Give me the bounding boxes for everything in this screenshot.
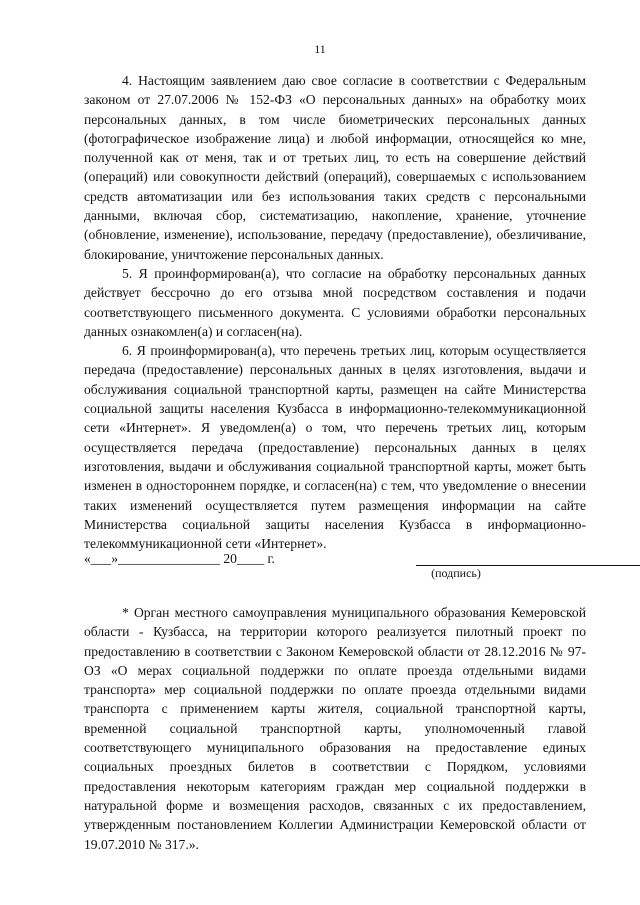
footnote — [84, 603, 586, 854]
paragraph-4-consent: 4. Настоящим заявлением даю свое согласие в соответствии с Федеральным законом от 27.07.2006 № 152-ФЗ «О персональных данных» на обработку моих персональных данных, в том числе биометрических персональных данных (фотографическое изображение лица) и любой информации, относящейся ко мне, полученной как от меня, так и от третьих лиц, то есть на совершение действий (операций) или совокупности действий (операций), совершаемых с использованием средств автоматизации или без использования таких средств с персональными данными, включая сбор, систематизацию, накопление, хранение, уточнение (обновление, изменение), использование, передачу (предоставление), обезличивание, блокирование, уничтожение персональных данных. — [84, 73, 586, 262]
signature-caption: (подпись) — [431, 566, 481, 580]
page-number: 11 — [314, 42, 326, 56]
consent-body — [84, 71, 586, 553]
paragraph-5-validity: 5. Я проинформирован(а), что согласие на обработку персональных данных действует бессрочно до его отзыва мной посредством составления и подачи соответствующего письменного документа. С условиями обработки персональных данных ознакомлен(а) и согласен(на). — [84, 265, 586, 339]
paragraph-6-third-parties: 6. Я проинформирован(а), что перечень третьих лиц, которым осуществляется передача (предоставление) персональных данных в целях изготовления, выдачи и обслуживания социальной транспортной карты, размещен на сайте Министерства социальной защиты населения Кузбасса в информационно-телекоммуникационной сети «Интернет». Я уведомлен(а) о том, что перечень третьих лиц, которым осуществляется передача (предоставление) персональных данных в целях изготовления, выдачи и обслуживания социальной транспортной карты, может быть изменен в одностороннем порядке, и согласен(на) с тем, что уведомление о внесении таких изменений осуществляется путем размещения информации на сайте Министерства социальной защиты населения Кузбасса в информационно-телекоммуникационной сети «Интернет». — [84, 343, 586, 552]
date-blank: «___»_______________ 20____ г. — [84, 551, 275, 566]
footnote-text: * Орган местного самоуправления муниципального образования Кемеровской области - Кузбасса, на территории которого реализуется пилотный проект по предоставлению в соответствии с Законом Кемеровской области от 28.12.2016 № 97-ОЗ «О мерах социальной поддержки по оплате проезда отдельными видами транспорта» мер социальной поддержки по оплате проезда отдельными видами транспорта с применением карты жителя, социальной транспортной карты, временной социальной транспортной карты, уполномоченный главой соответствующего муниципального образования на предоставление единых социальных проездных билетов в соответствии с Порядком, условиями предоставления некоторым категориям граждан мер социальной поддержки в натуральной форме и возмещения расходов, связанных с их предоставлением, утвержденным постановлением Коллегии Администрации Кемеровской области от 19.07.2010 № 317.». — [84, 605, 586, 852]
